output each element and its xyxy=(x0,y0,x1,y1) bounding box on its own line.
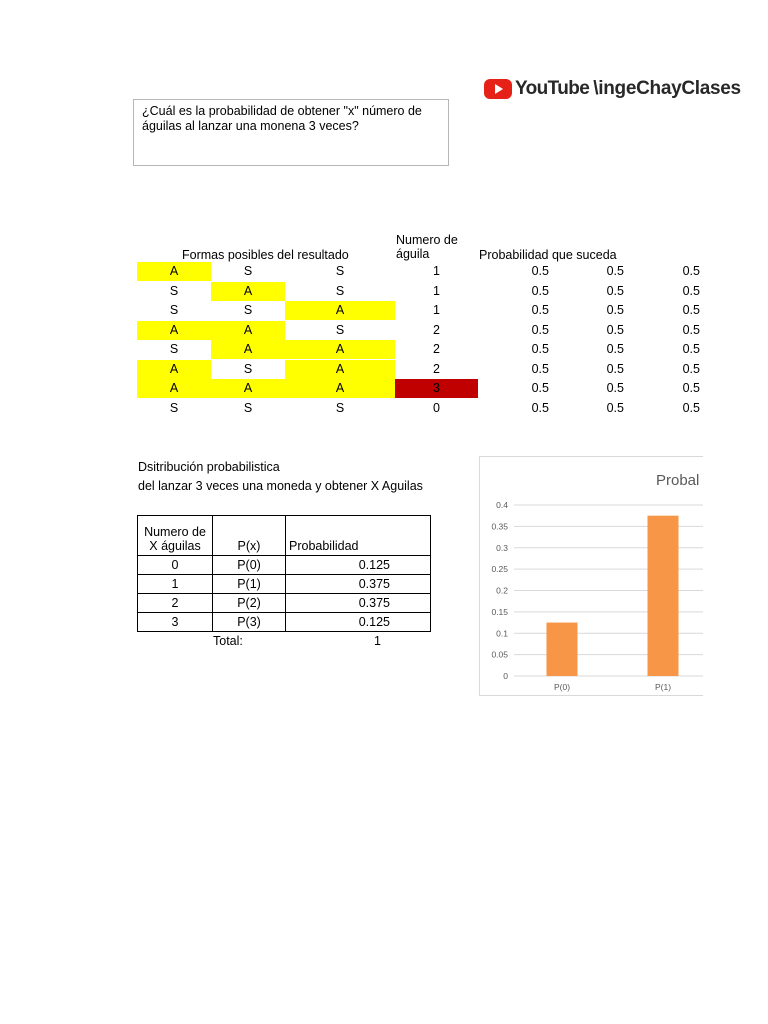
probability-cell: 0.5 xyxy=(682,342,700,356)
dist-x: 0 xyxy=(138,556,213,575)
chart-svg xyxy=(480,457,703,696)
outcome-cell: S xyxy=(243,400,253,415)
x-tick-label: P(0) xyxy=(553,682,571,692)
dist-x: 1 xyxy=(138,575,213,594)
y-tick-label: 0.05 xyxy=(491,649,508,660)
outcome-cell: A xyxy=(137,360,211,379)
dist-head-x-line1: Numero de xyxy=(144,525,206,539)
outcome-cell: A xyxy=(211,379,285,398)
bar xyxy=(547,623,578,676)
eagle-count: 1 xyxy=(433,264,440,278)
probability-cell: 0.5 xyxy=(682,361,700,376)
dist-x: 3 xyxy=(138,613,213,632)
question-box: ¿Cuál es la probabilidad de obtener "x" número de águilas al lanzar una monena 3 veces? xyxy=(133,99,449,166)
youtube-logo xyxy=(484,76,741,102)
total-value: 1 xyxy=(374,634,381,648)
dist-x: 2 xyxy=(138,594,213,613)
logo-channel: \ingeChayClases xyxy=(593,78,741,99)
x-tick-label: P(1) xyxy=(654,682,672,692)
outcome-cell: S xyxy=(169,342,179,356)
y-tick-label: 0.15 xyxy=(491,606,508,617)
outcome-cell: A xyxy=(285,379,395,398)
header-prob: Probabilidad que suceda xyxy=(479,248,617,262)
dist-head-prob: Probabilidad xyxy=(286,516,431,556)
outcome-cell: S xyxy=(243,361,253,376)
eagle-count: 2 xyxy=(433,322,440,337)
y-tick-label: 0 xyxy=(503,671,508,681)
outcome-cell: A xyxy=(137,262,211,281)
outcome-cell: A xyxy=(211,282,285,301)
outcome-cell: S xyxy=(335,264,345,278)
dist-title-line2: del lanzar 3 veces una moneda y obtener X Aguilas xyxy=(138,479,423,493)
probability-cell: 0.5 xyxy=(531,322,549,337)
dist-header-row xyxy=(138,516,431,556)
dist-prob: 0.125 xyxy=(286,613,431,632)
probability-cell: 0.5 xyxy=(682,264,700,278)
eagle-count: 1 xyxy=(433,283,440,298)
outcome-cell: S xyxy=(169,400,179,415)
y-tick-label: 0.1 xyxy=(496,628,508,639)
outcome-cell: S xyxy=(335,283,345,298)
outcome-cell: A xyxy=(285,301,395,320)
chart-title: Probal xyxy=(656,472,700,489)
outcome-cell: A xyxy=(211,321,285,340)
dist-px: P(3) xyxy=(213,613,286,632)
probability-cell: 0.5 xyxy=(531,342,549,356)
dist-head-x-line2: X águilas xyxy=(149,539,201,553)
outcome-cell: S xyxy=(169,303,179,317)
probability-cell: 0.5 xyxy=(682,303,700,317)
probability-cell: 0.5 xyxy=(606,322,624,337)
youtube-play-icon xyxy=(484,79,512,99)
header-num-line2: águila xyxy=(396,247,430,261)
table-row xyxy=(138,575,431,594)
dist-prob: 0.375 xyxy=(286,575,431,594)
eagle-count: 2 xyxy=(433,342,440,356)
probability-cell: 0.5 xyxy=(682,322,700,337)
probability-cell: 0.5 xyxy=(682,400,700,415)
table-row xyxy=(138,613,431,632)
outcome-cell: A xyxy=(137,321,211,340)
total-label: Total: xyxy=(213,634,243,648)
table-row xyxy=(138,556,431,575)
y-tick-label: 0.3 xyxy=(496,542,508,553)
y-tick-label: 0.4 xyxy=(496,500,508,510)
outcome-cell: S xyxy=(243,264,253,278)
outcome-cell: S xyxy=(335,400,345,415)
probability-cell: 0.5 xyxy=(531,283,549,298)
dist-prob: 0.375 xyxy=(286,594,431,613)
y-tick-label: 0.35 xyxy=(491,521,508,532)
dist-px: P(1) xyxy=(213,575,286,594)
outcome-cell: A xyxy=(211,340,285,359)
probability-cell: 0.5 xyxy=(682,381,700,395)
outcome-cell: A xyxy=(137,379,211,398)
dist-px: P(0) xyxy=(213,556,286,575)
outcome-cell: S xyxy=(335,322,345,337)
probability-cell: 0.5 xyxy=(606,381,624,395)
dist-px: P(2) xyxy=(213,594,286,613)
probability-cell: 0.5 xyxy=(531,303,549,317)
probability-cell: 0.5 xyxy=(531,361,549,376)
dist-prob: 0.125 xyxy=(286,556,431,575)
probability-chart xyxy=(479,456,703,696)
outcome-cell: S xyxy=(243,303,253,317)
probability-cell: 0.5 xyxy=(531,400,549,415)
probability-cell: 0.5 xyxy=(606,400,624,415)
outcome-cell: A xyxy=(285,360,395,379)
outcome-cell: A xyxy=(285,340,395,359)
outcome-cell: S xyxy=(169,283,179,298)
bar xyxy=(648,516,679,676)
y-tick-label: 0.2 xyxy=(496,585,508,596)
probability-cell: 0.5 xyxy=(606,264,624,278)
header-forms: Formas posibles del resultado xyxy=(182,248,349,262)
dist-title-line1: Dsitribución probabilistica xyxy=(138,460,280,474)
dist-head-px: P(x) xyxy=(213,516,286,556)
distribution-table xyxy=(137,515,431,632)
y-tick-label: 0.25 xyxy=(491,564,508,575)
probability-cell: 0.5 xyxy=(531,264,549,278)
logo-brand: YouTube xyxy=(515,78,590,99)
eagle-count: 1 xyxy=(433,303,440,317)
dist-head-x xyxy=(138,516,213,556)
eagle-count: 0 xyxy=(433,400,440,415)
probability-cell: 0.5 xyxy=(606,342,624,356)
header-num-line1: Numero de xyxy=(396,233,458,247)
table-row xyxy=(138,594,431,613)
probability-cell: 0.5 xyxy=(606,283,624,298)
eagle-count: 3 xyxy=(395,379,478,398)
eagle-count: 2 xyxy=(433,361,440,376)
probability-cell: 0.5 xyxy=(606,303,624,317)
probability-cell: 0.5 xyxy=(531,381,549,395)
probability-cell: 0.5 xyxy=(606,361,624,376)
probability-cell: 0.5 xyxy=(682,283,700,298)
